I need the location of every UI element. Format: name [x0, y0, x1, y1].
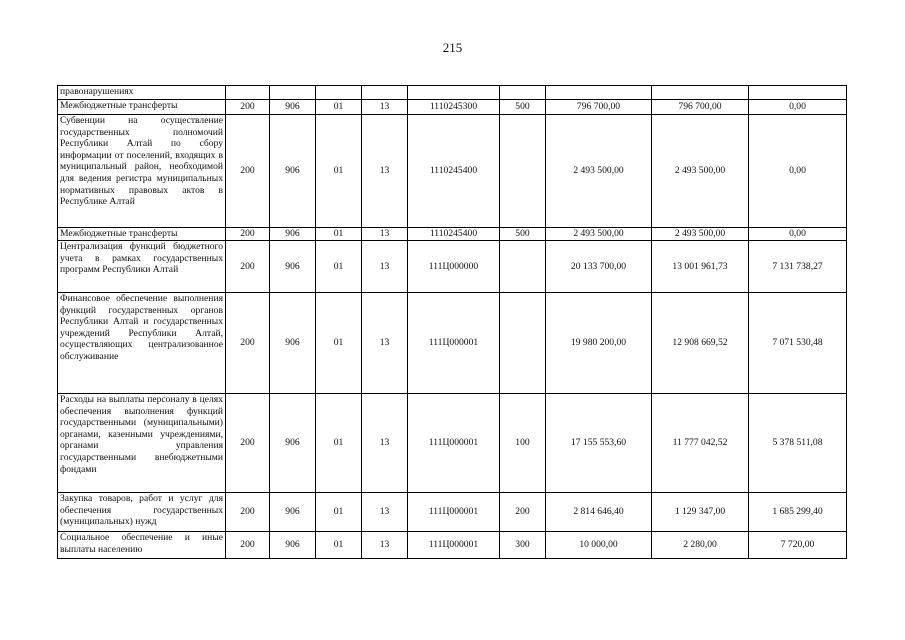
row-value-cell: [270, 86, 316, 100]
row-value-cell: 13: [362, 493, 408, 532]
row-value-cell: 200: [500, 493, 546, 532]
row-value-cell: [500, 115, 546, 228]
row-name-cell: Субвенции на осуществление государственных полномочий Республики Алтай по сбору информации от поселений, входящих в муниципальный район, необходимой для ведения регистра муниципальных нормативных правовых актов в Республике Алтай: [58, 115, 226, 228]
table-row: [58, 532, 847, 559]
row-value-cell: 13: [362, 115, 408, 228]
row-value-cell: [316, 86, 362, 100]
row-value-cell: [226, 86, 270, 100]
table-row: [58, 228, 847, 241]
row-value-cell: 1110245400: [408, 228, 500, 241]
row-value-cell: 7 720,00: [749, 532, 847, 559]
row-value-cell: 906: [270, 532, 316, 559]
row-value-cell: 2 493 500,00: [652, 228, 749, 241]
row-value-cell: 906: [270, 115, 316, 228]
table-row: [58, 394, 847, 493]
row-name-cell: Финансовое обеспечение выполнения функций государственных органов Республики Алтай и государственных учреждений Республики Алтай, осуществляющих централизованное обслуживание: [58, 293, 226, 394]
row-value-cell: 500: [500, 228, 546, 241]
row-value-cell: 5 378 511,08: [749, 394, 847, 493]
row-value-cell: 200: [226, 228, 270, 241]
row-value-cell: 0,00: [749, 228, 847, 241]
row-value-cell: 01: [316, 493, 362, 532]
row-value-cell: 01: [316, 241, 362, 293]
row-value-cell: 796 700,00: [546, 100, 652, 115]
row-value-cell: 796 700,00: [652, 100, 749, 115]
budget-table: [57, 85, 847, 559]
row-value-cell: 111Ц000000: [408, 241, 500, 293]
row-value-cell: 906: [270, 293, 316, 394]
row-value-cell: 200: [226, 115, 270, 228]
table-row: [58, 241, 847, 293]
table-row: [58, 115, 847, 228]
table-row: [58, 100, 847, 115]
row-value-cell: 13 001 961,73: [652, 241, 749, 293]
row-name-cell: Централизация функций бюджетного учета в рамках государственных программ Республики Алтай: [58, 241, 226, 293]
row-value-cell: [749, 86, 847, 100]
row-value-cell: 13: [362, 100, 408, 115]
row-value-cell: 7 071 530,48: [749, 293, 847, 394]
row-value-cell: 01: [316, 532, 362, 559]
row-value-cell: 111Ц000001: [408, 532, 500, 559]
row-value-cell: 2 493 500,00: [546, 115, 652, 228]
row-value-cell: [500, 86, 546, 100]
row-value-cell: 13: [362, 241, 408, 293]
row-value-cell: [652, 86, 749, 100]
row-value-cell: 906: [270, 394, 316, 493]
row-value-cell: 01: [316, 115, 362, 228]
row-value-cell: 200: [226, 493, 270, 532]
row-value-cell: 01: [316, 100, 362, 115]
row-name-cell: Закупка товаров, работ и услуг для обеспечения государственных (муниципальных) нужд: [58, 493, 226, 532]
row-value-cell: 2 280,00: [652, 532, 749, 559]
row-value-cell: 12 908 669,52: [652, 293, 749, 394]
row-value-cell: 1110245400: [408, 115, 500, 228]
row-value-cell: 111Ц000001: [408, 394, 500, 493]
row-value-cell: 111Ц000001: [408, 293, 500, 394]
row-value-cell: 17 155 553,60: [546, 394, 652, 493]
row-value-cell: 200: [226, 394, 270, 493]
row-value-cell: 13: [362, 394, 408, 493]
row-value-cell: 13: [362, 532, 408, 559]
row-name-cell: Социальное обеспечение и иные выплаты населению: [58, 532, 226, 559]
row-value-cell: 200: [226, 241, 270, 293]
row-value-cell: 906: [270, 241, 316, 293]
row-value-cell: 7 131 738,27: [749, 241, 847, 293]
row-value-cell: 20 133 700,00: [546, 241, 652, 293]
row-value-cell: 100: [500, 394, 546, 493]
table-row: [58, 86, 847, 100]
row-name-cell: правонарушениях: [58, 86, 226, 100]
row-value-cell: 1110245300: [408, 100, 500, 115]
table-row: [58, 493, 847, 532]
table-row: [58, 293, 847, 394]
row-value-cell: 0,00: [749, 100, 847, 115]
row-value-cell: [500, 293, 546, 394]
row-value-cell: [408, 86, 500, 100]
row-value-cell: 2 493 500,00: [652, 115, 749, 228]
row-value-cell: 01: [316, 228, 362, 241]
row-value-cell: 300: [500, 532, 546, 559]
row-value-cell: 200: [226, 100, 270, 115]
row-value-cell: 2 493 500,00: [546, 228, 652, 241]
table-body: [58, 86, 847, 559]
row-value-cell: 13: [362, 293, 408, 394]
row-value-cell: 01: [316, 293, 362, 394]
row-value-cell: [500, 241, 546, 293]
row-name-cell: Расходы на выплаты персоналу в целях обеспечения выполнения функций государственными (муниципальными) органами, казенными учреждениями, органами управления государственными внебюджетными фондами: [58, 394, 226, 493]
row-value-cell: 906: [270, 100, 316, 115]
page-number: 215: [442, 40, 463, 55]
row-name-cell: Межбюджетные трансферты: [58, 228, 226, 241]
row-value-cell: 200: [226, 293, 270, 394]
row-value-cell: 111Ц000001: [408, 493, 500, 532]
row-value-cell: 19 980 200,00: [546, 293, 652, 394]
row-value-cell: 0,00: [749, 115, 847, 228]
row-value-cell: 2 814 646,40: [546, 493, 652, 532]
row-value-cell: 11 777 042,52: [652, 394, 749, 493]
row-value-cell: [362, 86, 408, 100]
row-value-cell: 200: [226, 532, 270, 559]
row-value-cell: [546, 86, 652, 100]
row-value-cell: 1 129 347,00: [652, 493, 749, 532]
row-value-cell: 13: [362, 228, 408, 241]
row-value-cell: 906: [270, 228, 316, 241]
row-value-cell: 1 685 299,40: [749, 493, 847, 532]
row-value-cell: 10 000,00: [546, 532, 652, 559]
row-value-cell: 01: [316, 394, 362, 493]
row-value-cell: 906: [270, 493, 316, 532]
row-value-cell: 500: [500, 100, 546, 115]
row-name-cell: Межбюджетные трансферты: [58, 100, 226, 115]
